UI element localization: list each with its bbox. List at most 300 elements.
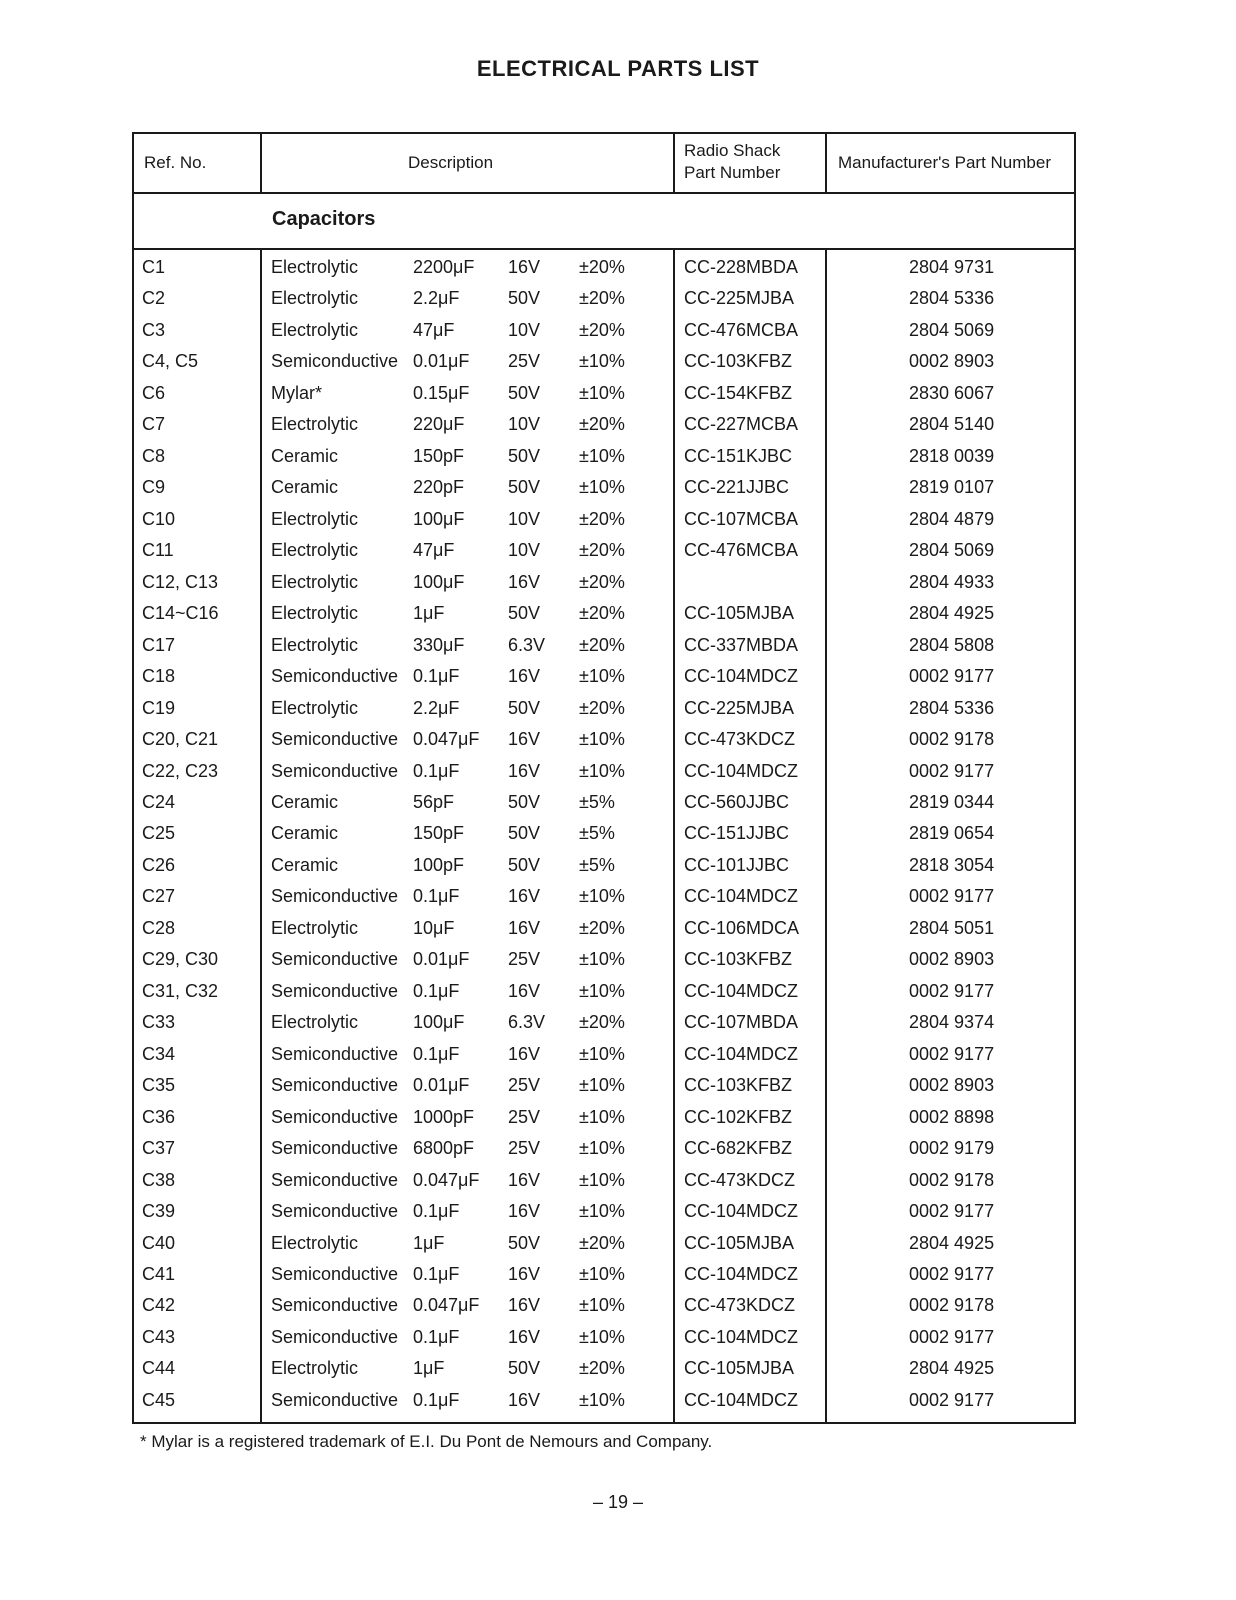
table-row	[134, 724, 1074, 755]
type-cell: Semiconductive	[271, 1389, 399, 1410]
radio-shack-part-cell: CC-105MJBA	[684, 1358, 795, 1379]
tolerance-cell: ±10%	[579, 1075, 625, 1096]
table-row	[134, 818, 1074, 849]
type-cell: Semiconductive	[271, 1295, 399, 1316]
manufacturer-part-cell: 2804 5069	[909, 319, 995, 340]
radio-shack-part-cell: CC-105MJBA	[684, 603, 795, 624]
table-row	[134, 1353, 1074, 1384]
manufacturer-part-cell: 0002 8903	[909, 1075, 995, 1096]
type-cell: Ceramic	[271, 791, 339, 812]
ref-cell: C12, C13	[142, 571, 219, 592]
table-row	[134, 1007, 1074, 1038]
ref-cell: C35	[142, 1075, 176, 1096]
table-row	[134, 1039, 1074, 1070]
value-cell: 1μF	[413, 1232, 445, 1253]
category-heading: Capacitors	[272, 208, 376, 230]
type-cell: Electrolytic	[271, 257, 359, 277]
type-cell: Semiconductive	[271, 351, 399, 372]
voltage-cell: 16V	[508, 1389, 541, 1410]
radio-shack-part-cell: CC-337MBDA	[684, 634, 799, 655]
voltage-cell: 50V	[508, 382, 541, 403]
ref-cell: C28	[142, 917, 176, 938]
voltage-cell: 50V	[508, 697, 541, 718]
radio-shack-part-cell: CC-104MDCZ	[684, 1389, 799, 1410]
type-cell: Electrolytic	[271, 288, 359, 309]
manufacturer-part-cell: 2804 5051	[909, 917, 995, 938]
value-cell: 220pF	[413, 477, 465, 498]
column-divider	[673, 134, 675, 194]
voltage-cell: 6.3V	[508, 1012, 546, 1033]
tolerance-cell: ±20%	[579, 917, 625, 938]
tolerance-cell: ±10%	[579, 1264, 625, 1284]
manufacturer-part-cell: 2818 0039	[909, 445, 995, 466]
column-divider	[825, 134, 827, 194]
voltage-cell: 16V	[508, 1264, 541, 1284]
tolerance-cell: ±10%	[579, 445, 625, 466]
ref-cell: C25	[142, 823, 176, 844]
value-cell: 150pF	[413, 823, 465, 844]
manufacturer-part-cell: 2818 3054	[909, 854, 995, 875]
value-cell: 150pF	[413, 445, 465, 466]
tolerance-cell: ±10%	[579, 351, 625, 372]
ref-cell: C2	[142, 288, 166, 309]
radio-shack-part-cell: CC-104MDCZ	[684, 1264, 799, 1284]
table-row	[134, 535, 1074, 566]
tolerance-cell: ±10%	[579, 1201, 625, 1222]
value-cell: 0.1μF	[413, 980, 460, 1001]
table-row	[134, 567, 1074, 598]
manufacturer-part-cell: 0002 9177	[909, 1264, 995, 1284]
tolerance-cell: ±20%	[579, 319, 625, 340]
value-cell: 47μF	[413, 319, 455, 340]
value-cell: 0.1μF	[413, 1043, 460, 1064]
radio-shack-part-cell: CC-104MDCZ	[684, 666, 799, 687]
radio-shack-part-cell: CC-560JJBC	[684, 791, 790, 812]
voltage-cell: 50V	[508, 823, 541, 844]
ref-cell: C40	[142, 1232, 176, 1253]
voltage-cell: 50V	[508, 445, 541, 466]
voltage-cell: 16V	[508, 886, 541, 907]
manufacturer-part-cell: 2804 5069	[909, 540, 995, 561]
footnote: * Mylar is a registered trademark of E.I. Du Pont de Nemours and Company.	[140, 1432, 713, 1451]
type-cell: Semiconductive	[271, 666, 399, 687]
table-row	[134, 976, 1074, 1007]
manufacturer-part-cell: 0002 9178	[909, 729, 995, 750]
value-cell: 0.047μF	[413, 1169, 480, 1190]
parts-table	[132, 132, 1076, 1424]
manufacturer-part-cell: 2804 9731	[909, 257, 995, 277]
table-row	[134, 944, 1074, 975]
tolerance-cell: ±10%	[579, 1295, 625, 1316]
voltage-cell: 25V	[508, 351, 541, 372]
radio-shack-part-cell: CC-107MBDA	[684, 1012, 799, 1033]
table-row	[134, 1322, 1074, 1353]
type-cell: Semiconductive	[271, 980, 399, 1001]
ref-cell: C14~C16	[142, 603, 219, 624]
voltage-cell: 10V	[508, 508, 541, 529]
type-cell: Electrolytic	[271, 1012, 359, 1033]
ref-cell: C34	[142, 1043, 176, 1064]
value-cell: 6800pF	[413, 1138, 475, 1159]
value-cell: 0.01μF	[413, 351, 470, 372]
radio-shack-part-cell: CC-104MDCZ	[684, 1201, 799, 1222]
radio-shack-part-cell: CC-103KFBZ	[684, 949, 793, 970]
table-row	[134, 1102, 1074, 1133]
manufacturer-part-cell: 2804 4925	[909, 1232, 995, 1253]
header-manufacturer-part-number: Manufacturer's Part Number	[838, 153, 1051, 172]
manufacturer-part-cell: 2804 4925	[909, 1358, 995, 1379]
table-row	[134, 1070, 1074, 1101]
tolerance-cell: ±10%	[579, 886, 625, 907]
value-cell: 1μF	[413, 603, 445, 624]
ref-cell: C9	[142, 477, 166, 498]
value-cell: 330μF	[413, 634, 465, 655]
value-cell: 0.01μF	[413, 1075, 470, 1096]
voltage-cell: 25V	[508, 949, 541, 970]
type-cell: Ceramic	[271, 477, 339, 498]
table-row	[134, 756, 1074, 787]
ref-cell: C26	[142, 854, 176, 875]
ref-cell: C29, C30	[142, 949, 219, 970]
table-row	[134, 1228, 1074, 1259]
tolerance-cell: ±5%	[579, 823, 615, 844]
type-cell: Semiconductive	[271, 949, 399, 970]
voltage-cell: 16V	[508, 980, 541, 1001]
table-row	[134, 409, 1074, 440]
voltage-cell: 10V	[508, 319, 541, 340]
ref-cell: C6	[142, 382, 166, 403]
manufacturer-part-cell: 0002 9177	[909, 1201, 995, 1222]
voltage-cell: 25V	[508, 1075, 541, 1096]
column-divider	[260, 134, 262, 194]
radio-shack-part-cell: CC-228MBDA	[684, 257, 799, 277]
tolerance-cell: ±20%	[579, 697, 625, 718]
ref-cell: C33	[142, 1012, 176, 1033]
header-radio-shack-part-number: Radio Shack Part Number	[684, 141, 781, 182]
radio-shack-part-cell: CC-227MCBA	[684, 414, 799, 435]
voltage-cell: 16V	[508, 1326, 541, 1347]
tolerance-cell: ±5%	[579, 854, 615, 875]
voltage-cell: 50V	[508, 288, 541, 309]
manufacturer-part-cell: 2804 9374	[909, 1012, 995, 1033]
value-cell: 0.1μF	[413, 760, 460, 781]
manufacturer-part-cell: 0002 9177	[909, 980, 995, 1001]
type-cell: Electrolytic	[271, 1232, 359, 1253]
value-cell: 0.1μF	[413, 1264, 460, 1284]
radio-shack-part-cell: CC-682KFBZ	[684, 1138, 793, 1159]
table-row	[134, 1196, 1074, 1227]
radio-shack-part-cell: CC-473KDCZ	[684, 1295, 796, 1316]
value-cell: 0.1μF	[413, 1201, 460, 1222]
tolerance-cell: ±20%	[579, 1232, 625, 1253]
voltage-cell: 50V	[508, 477, 541, 498]
radio-shack-part-cell: CC-476MCBA	[684, 540, 799, 561]
manufacturer-part-cell: 0002 9177	[909, 886, 995, 907]
manufacturer-part-cell: 2804 5336	[909, 288, 995, 309]
tolerance-cell: ±10%	[579, 980, 625, 1001]
table-row	[134, 661, 1074, 692]
header-rule	[134, 192, 1074, 194]
tolerance-cell: ±10%	[579, 1106, 625, 1127]
radio-shack-part-cell: CC-104MDCZ	[684, 1326, 799, 1347]
voltage-cell: 10V	[508, 540, 541, 561]
tolerance-cell: ±10%	[579, 1138, 625, 1159]
tolerance-cell: ±10%	[579, 1169, 625, 1190]
table-row	[134, 881, 1074, 912]
radio-shack-part-cell: CC-104MDCZ	[684, 980, 799, 1001]
type-cell: Ceramic	[271, 854, 339, 875]
type-cell: Electrolytic	[271, 634, 359, 655]
value-cell: 0.1μF	[413, 1389, 460, 1410]
ref-cell: C7	[142, 414, 166, 435]
type-cell: Ceramic	[271, 445, 339, 466]
table-row	[134, 1290, 1074, 1321]
radio-shack-part-cell: CC-101JJBC	[684, 854, 790, 875]
manufacturer-part-cell: 2830 6067	[909, 382, 995, 403]
page-title: ELECTRICAL PARTS LIST	[476, 56, 760, 81]
radio-shack-part-cell: CC-225MJBA	[684, 288, 795, 309]
radio-shack-part-cell: CC-154KFBZ	[684, 382, 793, 403]
tolerance-cell: ±10%	[579, 382, 625, 403]
value-cell: 0.1μF	[413, 666, 460, 687]
manufacturer-part-cell: 0002 9177	[909, 1326, 995, 1347]
ref-cell: C27	[142, 886, 176, 907]
header-ref: Ref. No.	[144, 153, 207, 172]
ref-cell: C11	[142, 540, 174, 561]
value-cell: 2200μF	[413, 257, 475, 277]
table-row	[134, 315, 1074, 346]
type-cell: Ceramic	[271, 823, 339, 844]
value-cell: 100pF	[413, 854, 465, 875]
radio-shack-part-cell: CC-221JJBC	[684, 477, 790, 498]
voltage-cell: 16V	[508, 760, 541, 781]
ref-cell: C24	[142, 791, 176, 812]
radio-shack-part-cell: CC-476MCBA	[684, 319, 799, 340]
table-row	[134, 693, 1074, 724]
tolerance-cell: ±10%	[579, 666, 625, 687]
type-cell: Electrolytic	[271, 917, 359, 938]
voltage-cell: 16V	[508, 1295, 541, 1316]
table-row	[134, 504, 1074, 535]
table-row	[134, 630, 1074, 661]
voltage-cell: 16V	[508, 1169, 541, 1190]
value-cell: 10μF	[413, 917, 455, 938]
tolerance-cell: ±10%	[579, 1326, 625, 1347]
table-row	[134, 472, 1074, 503]
table-row	[134, 850, 1074, 881]
tolerance-cell: ±10%	[579, 477, 625, 498]
value-cell: 1μF	[413, 1358, 445, 1379]
tolerance-cell: ±20%	[579, 1012, 625, 1033]
ref-cell: C22, C23	[142, 760, 219, 781]
voltage-cell: 50V	[508, 603, 541, 624]
table-row	[134, 598, 1074, 629]
type-cell: Semiconductive	[271, 1169, 399, 1190]
manufacturer-part-cell: 0002 9178	[909, 1169, 995, 1190]
value-cell: 0.047μF	[413, 729, 480, 750]
voltage-cell: 16V	[508, 729, 541, 750]
manufacturer-part-cell: 0002 8898	[909, 1106, 995, 1127]
tolerance-cell: ±20%	[579, 540, 625, 561]
type-cell: Electrolytic	[271, 414, 359, 435]
voltage-cell: 50V	[508, 1232, 541, 1253]
tolerance-cell: ±5%	[579, 791, 615, 812]
manufacturer-part-cell: 2819 0654	[909, 823, 995, 844]
voltage-cell: 50V	[508, 791, 541, 812]
voltage-cell: 16V	[508, 1043, 541, 1064]
value-cell: 100μF	[413, 1012, 465, 1033]
manufacturer-part-cell: 2819 0344	[909, 791, 995, 812]
type-cell: Semiconductive	[271, 729, 399, 750]
value-cell: 220μF	[413, 414, 465, 435]
table-row	[134, 441, 1074, 472]
ref-cell: C1	[142, 257, 166, 277]
tolerance-cell: ±10%	[579, 1389, 625, 1410]
header-description: Description	[408, 153, 494, 172]
manufacturer-part-cell: 2804 5336	[909, 697, 995, 718]
page-number: – 19 –	[592, 1492, 644, 1512]
radio-shack-part-cell: CC-473KDCZ	[684, 1169, 796, 1190]
voltage-cell: 25V	[508, 1138, 541, 1159]
voltage-cell: 16V	[508, 1201, 541, 1222]
value-cell: 47μF	[413, 540, 455, 561]
type-cell: Semiconductive	[271, 1075, 399, 1096]
table-row	[134, 283, 1074, 314]
ref-cell: C43	[142, 1326, 176, 1347]
table-row	[134, 1259, 1074, 1290]
radio-shack-part-cell: CC-102KFBZ	[684, 1106, 793, 1127]
voltage-cell: 50V	[508, 1358, 541, 1379]
manufacturer-part-cell: 0002 9177	[909, 760, 995, 781]
value-cell: 0.1μF	[413, 1326, 460, 1347]
voltage-cell: 6.3V	[508, 634, 546, 655]
ref-cell: C17	[142, 634, 176, 655]
radio-shack-part-cell: CC-104MDCZ	[684, 886, 799, 907]
tolerance-cell: ±10%	[579, 1043, 625, 1064]
ref-cell: C31, C32	[142, 980, 219, 1001]
type-cell: Electrolytic	[271, 603, 359, 624]
ref-cell: C39	[142, 1201, 176, 1222]
type-cell: Electrolytic	[271, 508, 359, 529]
type-cell: Mylar*	[271, 382, 323, 403]
tolerance-cell: ±20%	[579, 603, 625, 624]
type-cell: Electrolytic	[271, 540, 359, 561]
table-row	[134, 252, 1074, 283]
manufacturer-part-cell: 2804 4879	[909, 508, 995, 529]
type-cell: Electrolytic	[271, 319, 359, 340]
manufacturer-part-cell: 2804 5140	[909, 414, 995, 435]
ref-cell: C8	[142, 445, 166, 466]
value-cell: 100μF	[413, 508, 465, 529]
table-row	[134, 787, 1074, 818]
ref-cell: C38	[142, 1169, 176, 1190]
manufacturer-part-cell: 2804 4933	[909, 571, 995, 592]
type-cell: Semiconductive	[271, 1326, 399, 1347]
tolerance-cell: ±20%	[579, 257, 625, 277]
table-row	[134, 913, 1074, 944]
manufacturer-part-cell: 0002 9179	[909, 1138, 995, 1159]
ref-cell: C45	[142, 1389, 176, 1410]
voltage-cell: 16V	[508, 257, 541, 277]
value-cell: 2.2μF	[413, 288, 460, 309]
radio-shack-part-cell: CC-105MJBA	[684, 1232, 795, 1253]
radio-shack-part-cell: CC-106MDCA	[684, 917, 800, 938]
type-cell: Electrolytic	[271, 697, 359, 718]
manufacturer-part-cell: 0002 8903	[909, 351, 995, 372]
tolerance-cell: ±20%	[579, 288, 625, 309]
ref-cell: C18	[142, 666, 176, 687]
type-cell: Electrolytic	[271, 571, 359, 592]
type-cell: Electrolytic	[271, 1358, 359, 1379]
value-cell: 0.01μF	[413, 949, 470, 970]
ref-cell: C44	[142, 1358, 176, 1379]
radio-shack-part-cell: CC-151JJBC	[684, 823, 790, 844]
manufacturer-part-cell: 0002 9177	[909, 1043, 995, 1064]
tolerance-cell: ±20%	[579, 571, 625, 592]
table-row	[134, 1133, 1074, 1164]
manufacturer-part-cell: 0002 8903	[909, 949, 995, 970]
ref-cell: C37	[142, 1138, 176, 1159]
value-cell: 0.047μF	[413, 1295, 480, 1316]
tolerance-cell: ±20%	[579, 634, 625, 655]
table-row	[134, 378, 1074, 409]
type-cell: Semiconductive	[271, 1106, 399, 1127]
table-row	[134, 346, 1074, 377]
parts-rows	[134, 252, 1074, 1416]
radio-shack-part-cell: CC-225MJBA	[684, 697, 795, 718]
type-cell: Semiconductive	[271, 760, 399, 781]
type-cell: Semiconductive	[271, 886, 399, 907]
tolerance-cell: ±20%	[579, 414, 625, 435]
radio-shack-part-cell: CC-103KFBZ	[684, 351, 793, 372]
value-cell: 0.1μF	[413, 886, 460, 907]
ref-cell: C3	[142, 319, 166, 340]
manufacturer-part-cell: 0002 9177	[909, 666, 995, 687]
manufacturer-part-cell: 0002 9178	[909, 1295, 995, 1316]
radio-shack-part-cell: CC-104MDCZ	[684, 1043, 799, 1064]
voltage-cell: 50V	[508, 854, 541, 875]
radio-shack-part-cell: CC-107MCBA	[684, 508, 799, 529]
ref-cell: C19	[142, 697, 176, 718]
type-cell: Semiconductive	[271, 1264, 399, 1284]
manufacturer-part-cell: 2819 0107	[909, 477, 995, 498]
radio-shack-part-cell: CC-103KFBZ	[684, 1075, 793, 1096]
value-cell: 56pF	[413, 791, 455, 812]
value-cell: 2.2μF	[413, 697, 460, 718]
tolerance-cell: ±10%	[579, 949, 625, 970]
value-cell: 0.15μF	[413, 382, 470, 403]
ref-cell: C42	[142, 1295, 176, 1316]
voltage-cell: 16V	[508, 571, 541, 592]
value-cell: 100μF	[413, 571, 465, 592]
value-cell: 1000pF	[413, 1106, 475, 1127]
ref-cell: C20, C21	[142, 729, 219, 750]
ref-cell: C10	[142, 508, 176, 529]
tolerance-cell: ±10%	[579, 760, 625, 781]
table-row	[134, 1385, 1074, 1416]
voltage-cell: 25V	[508, 1106, 541, 1127]
manufacturer-part-cell: 0002 9177	[909, 1389, 995, 1410]
type-cell: Semiconductive	[271, 1138, 399, 1159]
ref-cell: C41	[142, 1264, 176, 1284]
tolerance-cell: ±20%	[579, 508, 625, 529]
tolerance-cell: ±20%	[579, 1358, 625, 1379]
category-rule	[134, 248, 1074, 250]
radio-shack-part-cell: CC-473KDCZ	[684, 729, 796, 750]
tolerance-cell: ±10%	[579, 729, 625, 750]
radio-shack-part-cell: CC-104MDCZ	[684, 760, 799, 781]
voltage-cell: 16V	[508, 666, 541, 687]
